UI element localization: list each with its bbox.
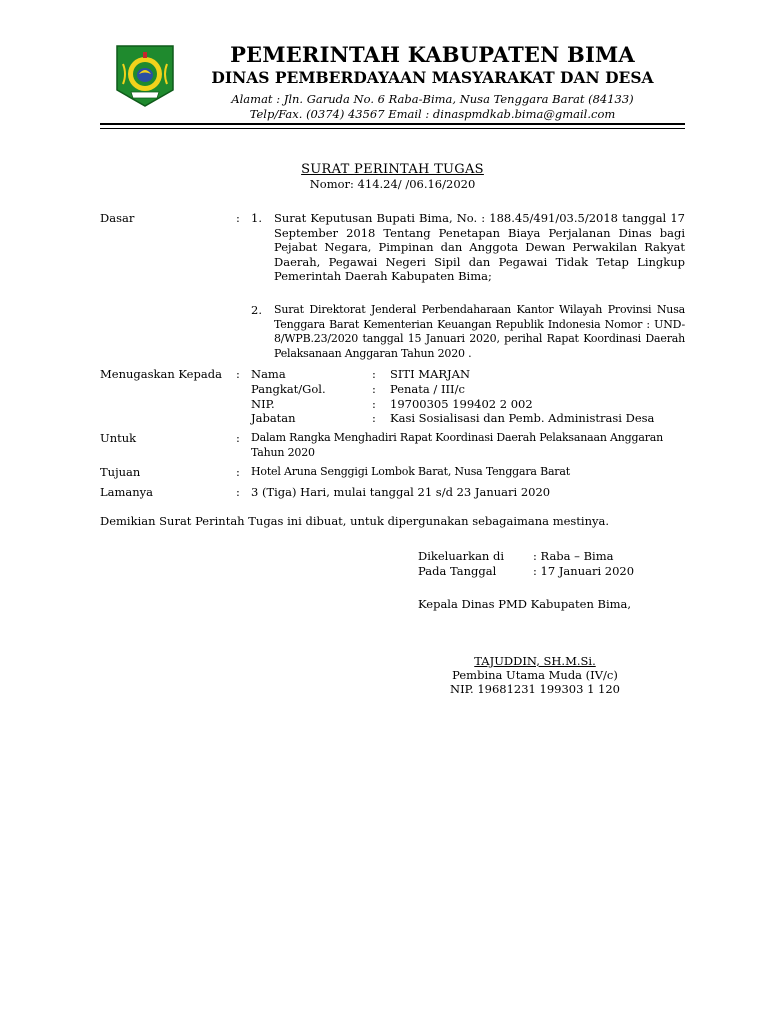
gov-name: PEMERINTAH KABUPATEN BIMA (230, 42, 635, 67)
field-pangkat-colon: : (372, 382, 376, 396)
field-nama-value: SITI MARJAN (390, 367, 471, 381)
dasar-item-2-num: 2. (251, 303, 262, 317)
untuk-label: Untuk (100, 431, 137, 445)
document-title: SURAT PERINTAH TUGAS (301, 162, 484, 177)
issued-place-label: Dikeluarkan di (418, 549, 505, 563)
tujuan-label: Tujuan (100, 465, 141, 479)
field-nama-colon: : (372, 367, 376, 381)
regency-logo (113, 44, 177, 108)
field-nip-label: NIP. (251, 397, 275, 411)
untuk-colon: : (236, 431, 240, 445)
menugaskan-colon: : (236, 367, 240, 381)
lamanya-text: 3 (Tiga) Hari, mulai tanggal 21 s/d 23 Januari 2020 (251, 485, 551, 499)
lamanya-colon: : (236, 485, 240, 499)
closing-statement: Demikian Surat Perintah Tugas ini dibuat, untuk dipergunakan sebagaimana mestinya. (100, 514, 610, 528)
field-jabatan-label: Jabatan (251, 411, 296, 425)
field-nip-colon: : (372, 397, 376, 411)
agency-name: DINAS PEMBERDAYAAN MASYARAKAT DAN DESA (211, 68, 654, 87)
letterhead-rule-thick (100, 123, 685, 125)
dasar-colon: : (236, 211, 240, 225)
dasar-label: Dasar (100, 211, 135, 225)
letterhead-rule-thin (100, 128, 685, 129)
field-jabatan-colon: : (372, 411, 376, 425)
field-nama-label: Nama (251, 367, 286, 381)
issued-date-label: Pada Tanggal (418, 564, 497, 578)
signatory-name-text: TAJUDDIN, SH.M.Si. (474, 654, 596, 668)
document-number: Nomor: 414.24/ /06.16/2020 (309, 177, 476, 191)
dasar-item-2-text: Surat Direktorat Jenderal Perbendaharaan Kantor Wilayah Provinsi Nusa Tenggara Barat Kementerian Keuangan Republik Indonesia Nomor : UND-8/WPB.23/2020 tanggal 15 Januari 2020, perihal Rapat Koordinasi Daerah Pelaksanaan Anggaran Tahun 2020 . (274, 303, 685, 360)
lamanya-label: Lamanya (100, 485, 154, 499)
signatory-rank: Pembina Utama Muda (IV/c) (452, 668, 618, 682)
field-nip-value: 19700305 199402 2 002 (390, 397, 533, 411)
contact-line: Telp/Fax. (0374) 43567 Email : dinaspmdkab.bima@gmail.com (249, 107, 616, 121)
signatory-name (405, 654, 665, 669)
issued-date-value: : 17 Januari 2020 (533, 564, 635, 578)
field-pangkat-label: Pangkat/Gol. (251, 382, 326, 396)
agency-address (185, 92, 680, 122)
dasar-item-1-text: Surat Keputusan Bupati Bima, No. : 188.45/491/03.5/2018 tanggal 17 September 2018 Tentang Penetapan Biaya Perjalanan Dinas bagi Pejabat Negara, Pimpinan dan Anggota Dewan Perwakilan Rakyat Daerah, Pegawai Negeri Sipil dan Pegawai Tidak Tetap Lingkup Pemerintah Daerah Kabupaten Bima; (274, 211, 685, 284)
field-jabatan-value: Kasi Sosialisasi dan Pemb. Administrasi Desa (390, 411, 655, 425)
untuk-text: Dalam Rangka Menghadiri Rapat Koordinasi Daerah Pelaksanaan Anggaran Tahun 2020 (251, 431, 663, 459)
field-pangkat-value: Penata / III/c (390, 382, 465, 396)
tujuan-colon: : (236, 465, 240, 479)
issued-place-value: : Raba – Bima (533, 549, 614, 563)
signatory-nip: NIP. 19681231 199303 1 120 (450, 682, 620, 696)
signatory-office: Kepala Dinas PMD Kabupaten Bima, (418, 597, 632, 611)
dasar-item-1-num: 1. (251, 211, 262, 225)
tujuan-text: Hotel Aruna Senggigi Lombok Barat, Nusa Tenggara Barat (251, 465, 570, 478)
menugaskan-label: Menugaskan Kepada (100, 367, 222, 381)
address-line: Alamat : Jln. Garuda No. 6 Raba-Bima, Nusa Tenggara Barat (84133) (231, 92, 634, 106)
